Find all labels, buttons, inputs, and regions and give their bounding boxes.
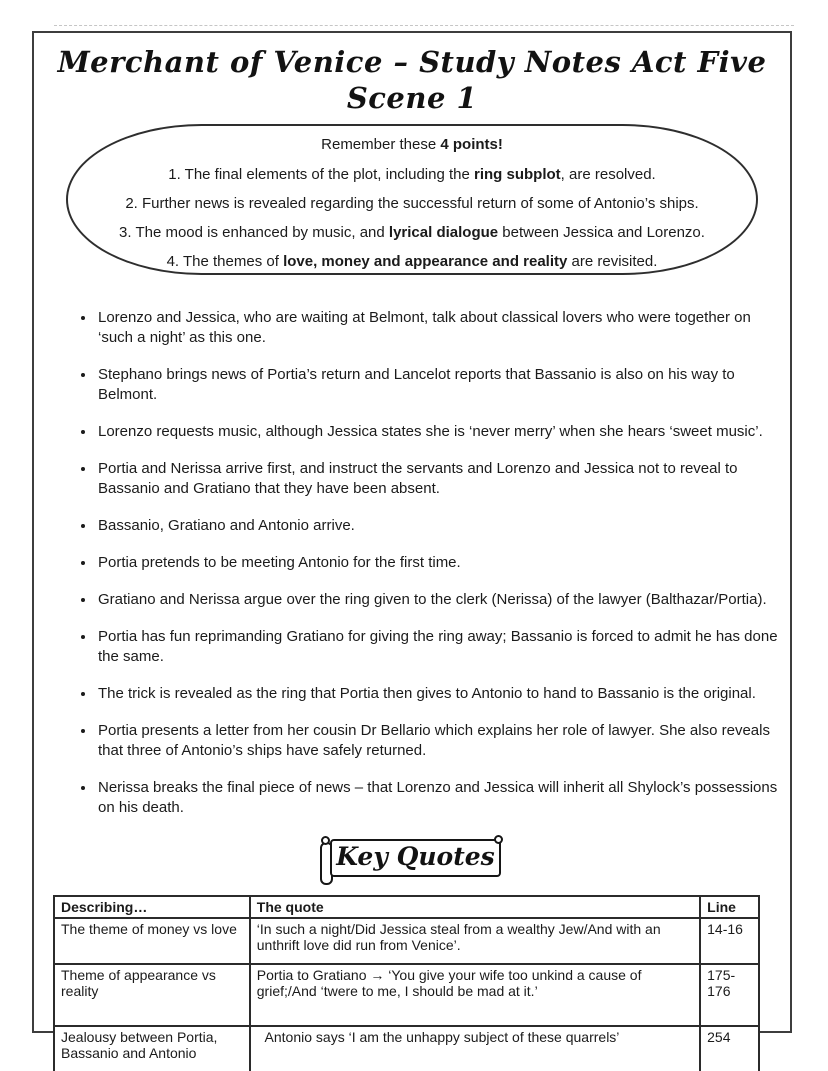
note-item: • Portia and Nerissa arrive first, and instruct the servants and Lorenzo and Jessica not to reveal to Bassanio and Gratiano that they have been absent. — [96, 459, 782, 499]
cell-describing: Theme of appearance vs reality — [54, 964, 250, 1026]
remember-heading — [68, 135, 756, 155]
notes-list — [32, 308, 782, 818]
remember-point-2 — [68, 189, 756, 218]
table-header-row — [54, 896, 759, 918]
table-row — [54, 964, 759, 1026]
key-quotes-banner — [320, 835, 504, 884]
cell-line: 254 — [700, 1026, 759, 1071]
table-row — [54, 1026, 759, 1071]
scroll-curl-left-icon — [321, 836, 330, 845]
cell-quote: Antonio says ‘I am the unhappy subject of these quarrels’ — [250, 1026, 700, 1071]
key-quotes-title: Key Quotes — [336, 841, 495, 871]
col-header-line: Line — [700, 896, 759, 918]
point-bold: love, money and appearance and reality — [283, 253, 568, 270]
cell-quote: ‘In such a night/Did Jessica steal from a wealthy Jew/And with an unthrift love did run from Venice’. — [250, 918, 700, 964]
note-item: • Gratiano and Nerissa argue over the ring given to the clerk (Nerissa) of the lawyer (Balthazar/Portia). — [96, 590, 782, 610]
note-item: • Nerissa breaks the final piece of news – that Lorenzo and Jessica will inherit all Shylock’s possessions on his death. — [96, 778, 782, 818]
note-item: • Portia pretends to be meeting Antonio for the first time. — [96, 553, 782, 573]
key-quotes-banner-box — [330, 839, 501, 877]
point-text: 1. The final elements of the plot, including the — [168, 166, 475, 183]
point-text: 3. The mood is enhanced by music, and — [119, 224, 389, 241]
key-quotes-banner-wrap — [32, 835, 792, 884]
point-bold: lyrical dialogue — [388, 224, 499, 241]
point-text: , are resolved. — [560, 166, 656, 183]
page-cut-line — [54, 25, 794, 26]
point-text: between Jessica and Lorenzo. — [498, 224, 705, 241]
cell-describing: Jealousy between Portia, Bassanio and Antonio — [54, 1026, 250, 1071]
cell-line: 175-176 — [700, 964, 759, 1026]
page-content — [32, 31, 792, 1071]
cell-describing: The theme of money vs love — [54, 918, 250, 964]
point-text: are revisited. — [567, 253, 658, 270]
page-title: Merchant of Venice – Study Notes Act Five Scene 1 — [57, 45, 767, 115]
point-text: 4. The themes of — [166, 253, 284, 270]
remember-box — [66, 124, 758, 275]
note-item: • Portia has fun reprimanding Gratiano for giving the ring away; Bassanio is forced to admit he has done the same. — [96, 627, 782, 667]
scroll-curl-right-icon — [494, 835, 503, 844]
quotes-table — [53, 895, 760, 1071]
col-header-describing: Describing… — [54, 896, 250, 918]
col-header-quote: The quote — [250, 896, 700, 918]
note-item: • Portia presents a letter from her cousin Dr Bellario which explains her role of lawyer. She also reveals that three of Antonio’s ships have safely returned. — [96, 721, 782, 761]
cell-line: 14-16 — [700, 918, 759, 964]
note-item: • Stephano brings news of Portia’s return and Lancelot reports that Bassanio is also on his way to Belmont. — [96, 365, 782, 405]
point-bold: ring subplot — [474, 166, 561, 183]
note-item: • The trick is revealed as the ring that Portia then gives to Antonio to hand to Bassanio is the original. — [96, 684, 782, 704]
remember-point-3 — [68, 218, 756, 247]
remember-point-1 — [68, 160, 756, 189]
remember-point-4 — [68, 247, 756, 276]
note-item: • Bassanio, Gratiano and Antonio arrive. — [96, 516, 782, 536]
point-text: 2. Further news is revealed regarding the successful return of some of Antonio’s ships. — [125, 195, 699, 212]
table-row — [54, 918, 759, 964]
note-item: • Lorenzo and Jessica, who are waiting at Belmont, talk about classical lovers who were together on ‘such a night’ as this one. — [96, 308, 782, 348]
note-item: • Lorenzo requests music, although Jessica states she is ‘never merry’ when she hears ‘sweet music’. — [96, 422, 782, 442]
remember-heading-bold: 4 points! — [440, 136, 503, 153]
cell-quote: Portia to Gratiano → ‘You give your wife too unkind a cause of grief;/And ‘twere to me, I should be mad at it.’ — [250, 964, 700, 1026]
remember-heading-text: Remember these — [321, 136, 441, 153]
